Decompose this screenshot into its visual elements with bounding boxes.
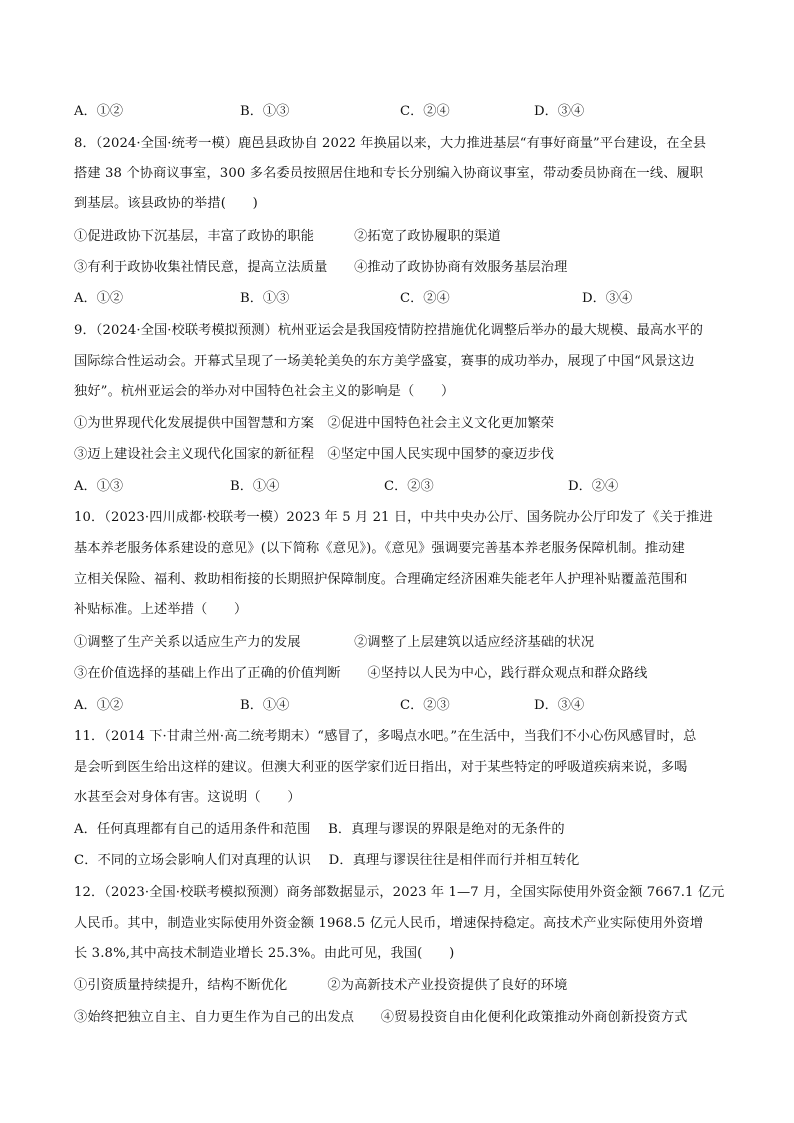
q7-option-a[interactable]: A．①② (74, 104, 124, 119)
q8-statement-line-1: ①促进政协下沉基层，丰富了政协的职能 ②拓宽了政协履职的渠道 (74, 229, 501, 244)
q10-stem-line-3: 立相关保险、福利、救助相衔接的长期照护保障制度。合理确定经济困难失能老年人护理补贴覆盖范围和 (74, 572, 688, 587)
q12-statement-line-2: ③始终把独立自主、自力更生作为自己的出发点 ④贸易投资自由化便利化政策推动外商创新投资方式 (74, 1010, 688, 1025)
q9-option-d[interactable]: D．②④ (568, 479, 619, 494)
q12-statement-line-1: ①引资质量持续提升，结构不断优化 ②为高新技术产业投资提供了良好的环境 (74, 978, 568, 993)
q11-option-line-2[interactable]: C．不同的立场会影响人们对真理的认识 D．真理与谬误往往是相伴而行并相互转化 (74, 853, 580, 868)
q8-stem-line-2: 搭建 38 个协商议事室，300 多名委员按照居住地和专长分别编入协商议事室，带动委员协商在一线、履职 (74, 166, 704, 181)
q11-stem-line-1: 11．（2014 下·甘肃兰州·高二统考期末）“感冒了，多喝点水吧。”在生活中，当我们不小心伤风感冒时，总 (74, 729, 697, 744)
q9-options (74, 478, 724, 496)
q8-option-b[interactable]: B．①③ (240, 291, 290, 306)
q12-stem-line-2: 人民币。其中，制造业实际使用外资金额 1968.5 亿元人民币，增速保持稳定。高技术产业实际使用外资增 (74, 916, 704, 931)
q8-option-d[interactable]: D．③④ (582, 291, 633, 306)
q8-options (74, 290, 724, 308)
q12-stem-line-3: 长 3.8%,其中高技术制造业增长 25.3%。由此可见，我国( ) (74, 946, 455, 961)
q8-stem-line-3: 到基层。该县政协的举措( ) (74, 196, 258, 211)
q7-option-c[interactable]: C．②④ (400, 104, 450, 119)
q11-stem-line-3: 水甚至会对身体有害。这说明（ ） (74, 790, 301, 805)
q9-statement-line-1: ①为世界现代化发展提供中国智慧和方案 ②促进中国特色社会主义文化更加繁荣 (74, 416, 555, 431)
q8-statement-line-2: ③有利于政协收集社情民意，提高立法质量 ④推动了政协协商有效服务基层治理 (74, 260, 568, 275)
q9-stem-line-1: 9．（2024·全国·校联考模拟预测）杭州亚运会是我国疫情防控措施优化调整后举办的最大规模、最高水平的 (74, 323, 704, 338)
q10-stem-line-2: 基本养老服务体系建设的意见》(以下简称《意见》)。《意见》强调要完善基本养老服务保障机制。推动建 (74, 541, 685, 556)
q10-statement-line-2: ③在价值选择的基础上作出了正确的价值判断 ④坚持以人民为中心，践行群众观点和群众路线 (74, 666, 648, 681)
q7-option-b[interactable]: B．①③ (240, 104, 290, 119)
q8-option-a[interactable]: A．①② (74, 291, 124, 306)
q9-option-b[interactable]: B．①④ (230, 479, 280, 494)
q10-statement-line-1: ①调整了生产关系以适应生产力的发展 ②调整了上层建筑以适应经济基础的状况 (74, 635, 595, 650)
q7-options (74, 103, 724, 121)
q8-stem-line-1: 8．（2024·全国·统考一模）鹿邑县政协自 2022 年换届以来，大力推进基层“有事好商量”平台建设，在全县 (74, 136, 707, 151)
q9-statement-line-2: ③迈上建设社会主义现代化国家的新征程 ④坚定中国人民实现中国梦的豪迈步伐 (74, 447, 555, 462)
q10-stem-line-1: 10．（2023·四川成都·校联考一模）2023 年 5 月 21 日，中共中央办公厅、国务院办公厅印发了《关于推进 (74, 510, 713, 525)
q11-stem-line-2: 是会听到医生给出这样的建议。但澳大利亚的医学家们近日指出，对于某些特定的呼吸道疾病来说，多喝 (74, 760, 688, 775)
q7-option-d[interactable]: D．③④ (534, 104, 585, 119)
q10-option-a[interactable]: A．①② (74, 698, 124, 713)
q11-option-line-1[interactable]: A．任何真理都有自己的适用条件和范围 B．真理与谬误的界限是绝对的无条件的 (74, 822, 565, 837)
q9-option-c[interactable]: C．②③ (384, 479, 434, 494)
q10-stem-line-4: 补贴标准。上述举措（ ） (74, 602, 248, 617)
q9-option-a[interactable]: A．①③ (74, 479, 124, 494)
q10-option-b[interactable]: B．①④ (240, 698, 290, 713)
q10-option-d[interactable]: D．③④ (534, 698, 585, 713)
q8-option-c[interactable]: C．②④ (400, 291, 450, 306)
q10-option-c[interactable]: C．②③ (400, 698, 450, 713)
q12-stem-line-1: 12．（2023·全国·校联考模拟预测）商务部数据显示，2023 年 1—7 月，全国实际使用外资金额 7667.1 亿元 (74, 885, 725, 900)
q9-stem-line-3: 独好”。杭州亚运会的举办对中国特色社会主义的影响是（ ） (74, 384, 455, 399)
q10-options (74, 697, 724, 715)
q9-stem-line-2: 国际综合性运动会。开幕式呈现了一场美轮美奂的东方美学盛宴，赛事的成功举办，展现了中国“风景这边 (74, 354, 695, 369)
